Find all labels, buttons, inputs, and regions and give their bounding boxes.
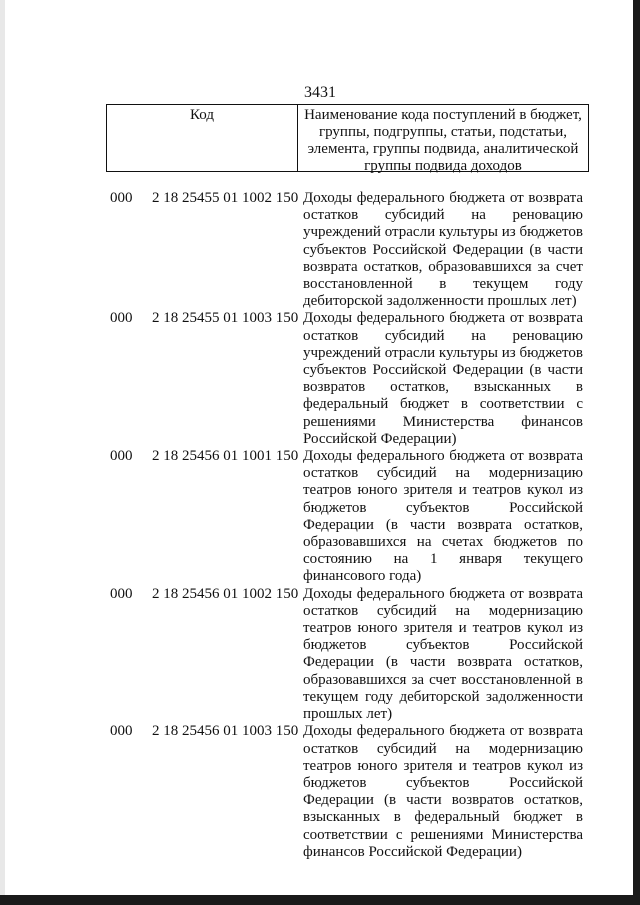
admin-code: 000 [110, 310, 133, 327]
header-code-column: Код [107, 105, 298, 171]
table-header [106, 104, 589, 172]
scan-edge-bottom [0, 895, 640, 905]
revenue-name: Доходы федерального бюджета от возврата остатков субсидий на модернизацию театров юного зрителя и театров кукол из бюджетов субъектов Российской Федерации (в части возврата остатков, образовавшихся за счет восстановленной в текущем году дебиторской задолженности прошлых лет) [303, 585, 583, 723]
admin-code: 000 [110, 190, 133, 206]
revenue-name: Доходы федерального бюджета от возврата остатков субсидий на реновацию учреждений отрасли культуры из бюджетов субъектов Российской Федерации (в части возвратов остатков, взысканных в федеральный бюджет в соответствии с решениями Министерства финансов Российской Федерации) [303, 310, 583, 447]
page-number: 3431 [304, 84, 336, 101]
revenue-name: Доходы федерального бюджета от возврата остатков субсидий на модернизацию театров юного зрителя и театров кукол из бюджетов субъектов Российской Федерации (в части возвратов остатков, взысканных в федеральный бюджет в соответствии с решениями Министерства финансов Российской Федерации) [303, 723, 583, 860]
revenue-name: Доходы федерального бюджета от возврата остатков субсидий на модернизацию театров юного зрителя и театров кукол из бюджетов субъектов Российской Федерации (в части возврата остатков, образовавшихся на счетах бюджетов по состоянию на 1 января текущего финансового года) [303, 448, 583, 585]
revenue-code: 2 18 25456 01 1001 150 [152, 448, 299, 465]
table-body [0, 190, 640, 861]
table-row [0, 586, 640, 724]
revenue-name: Доходы федерального бюджета от возврата остатков субсидий на реновацию учреждений отрасли культуры из бюджетов субъектов Российской Федерации (в части возврата остатков, образовавшихся за счет восстановленной в текущем году дебиторской задолженности прошлых лет) [303, 190, 583, 310]
table-row [0, 448, 640, 586]
revenue-code: 2 18 25456 01 1002 150 [152, 585, 299, 602]
table-row [0, 723, 640, 861]
table-row [0, 310, 640, 448]
header-name-column: Наименование кода поступлений в бюджет, группы, подгруппы, статьи, подстатьи, элемента, группы подвида, аналитической группы подвида доходов [304, 107, 582, 174]
revenue-code: 2 18 25455 01 1003 150 [152, 310, 299, 327]
revenue-code: 2 18 25455 01 1002 150 [152, 190, 299, 206]
admin-code: 000 [110, 723, 133, 740]
admin-code: 000 [110, 585, 133, 602]
admin-code: 000 [110, 448, 133, 465]
revenue-code: 2 18 25456 01 1003 150 [152, 723, 299, 740]
table-row [0, 190, 640, 310]
